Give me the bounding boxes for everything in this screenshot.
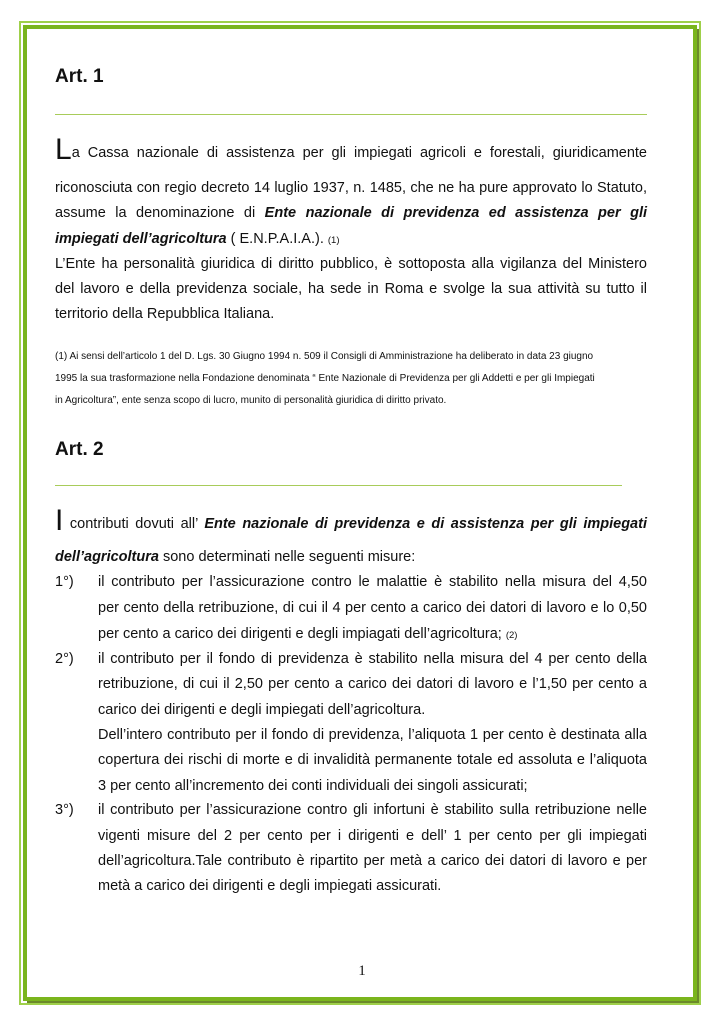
list-item-2-line-1: il contributo per il fondo di previdenza è stabilito nella misura del 4 per cento della	[98, 651, 647, 667]
list-item-2-line-5: copertura dei rischi di morte e di invalidità permanente totale ed assoluta e l’aliquota	[98, 752, 647, 768]
list-item-3-line-3: dell’agricoltura.Tale contributo è ripartito per metà a carico dei datori di lavoro e per	[98, 853, 647, 869]
article-1-line-3: assume la denominazione di Ente nazionale di previdenza ed assistenza per gli	[55, 205, 648, 221]
article-1-divider	[55, 114, 647, 115]
list-item-3-line-1: il contributo per l’assicurazione contro gli infortuni è stabilito sulla retribuzione nelle	[98, 802, 647, 818]
article-1-para2-line-3: territorio della Repubblica Italiana.	[55, 306, 275, 322]
list-item-1-line-2: per cento della retribuzione, di cui il 4 per cento a carico dei datori di lavoro e lo 0,50	[98, 600, 647, 616]
list-item-2-line-3: carico dei dirigenti e degli impiegati dell’agricoltura.	[98, 702, 426, 718]
list-item-2-line-6: 3 per cento all’incremento dei conti individuali dei singoli assicurati;	[98, 778, 528, 794]
article-1-line-4: impiegati dell’agricoltura ( E.N.P.A.I.A.). (1)	[55, 231, 340, 247]
list-item-1-line-3: per cento a carico dei dirigenti e degli impiagati dell’agricoltura; (2)	[98, 626, 518, 642]
footnote-1-line-2: 1995 la sua trasformazione nella Fondazione denominata “ Ente Nazionale di Previdenza per gli Addetti e per gli Impiegati	[55, 373, 595, 384]
article-1-para2-line-2: del lavoro e della previdenza sociale, ha sede in Roma e svolge la sua attività su tutto il	[55, 281, 647, 297]
list-item-1-number: 1°)	[55, 574, 74, 590]
article-1-line-2: riconosciuta con regio decreto 14 luglio 1937, n. 1485, che ne ha pure approvato lo Statuto,	[55, 180, 647, 196]
footnote-ref-2: (2)	[505, 630, 518, 641]
list-item-3-number: 3°)	[55, 802, 74, 818]
page-number: 1	[358, 963, 366, 979]
list-item-1-line-1: il contributo per l’assicurazione contro le malattie è stabilito nella misura del 4,50	[98, 574, 647, 590]
list-item-3-line-4: metà a carico dei dirigenti e degli impiegati assicurati.	[98, 878, 442, 894]
article-2-line-1: I contributi dovuti all’ Ente nazionale di previdenza e di assistenza per gli impiegati	[55, 504, 647, 537]
list-item-2-line-4: Dell’intero contributo per il fondo di previdenza, l’aliquota 1 per cento è destinata alla	[98, 727, 647, 743]
article-2-line-2: dell’agricoltura sono determinati nelle seguenti misure:	[55, 549, 416, 565]
list-item-2-number: 2°)	[55, 651, 74, 667]
article-2-divider	[55, 485, 622, 486]
footnote-1-line-1: (1) Ai sensi dell’articolo 1 del D. Lgs. 30 Giugno 1994 n. 509 il Consigli di Amministrazione ha deliberato in data 23 giugno	[55, 351, 594, 362]
article-1-line-1: La Cassa nazionale di assistenza per gli impiegati agricoli e forestali, giuridicamente	[55, 133, 647, 166]
article-2-title: Art. 2	[55, 439, 104, 460]
footnote-1-line-3: in Agricoltura”, ente senza scopo di lucro, munito di personalità giuridica di diritto privato.	[55, 395, 447, 406]
footnote-ref-1: (1)	[327, 235, 340, 246]
article-1-dropcap: L	[55, 133, 72, 166]
article-1-para2-line-1: L’Ente ha personalità giuridica di diritto pubblico, è sottoposta alla vigilanza del Ministero	[55, 256, 647, 272]
list-item-3-line-2: vigenti misure del 2 per cento per i dirigenti e dell’ 1 per cento per gli impiegati	[98, 828, 647, 844]
list-item-2-line-2: retribuzione, di cui il 2,50 per cento a carico dei datori di lavoro e l’1,50 per cento a	[98, 676, 647, 692]
article-2-dropcap: I	[55, 504, 64, 537]
article-1-title: Art. 1	[55, 66, 104, 87]
